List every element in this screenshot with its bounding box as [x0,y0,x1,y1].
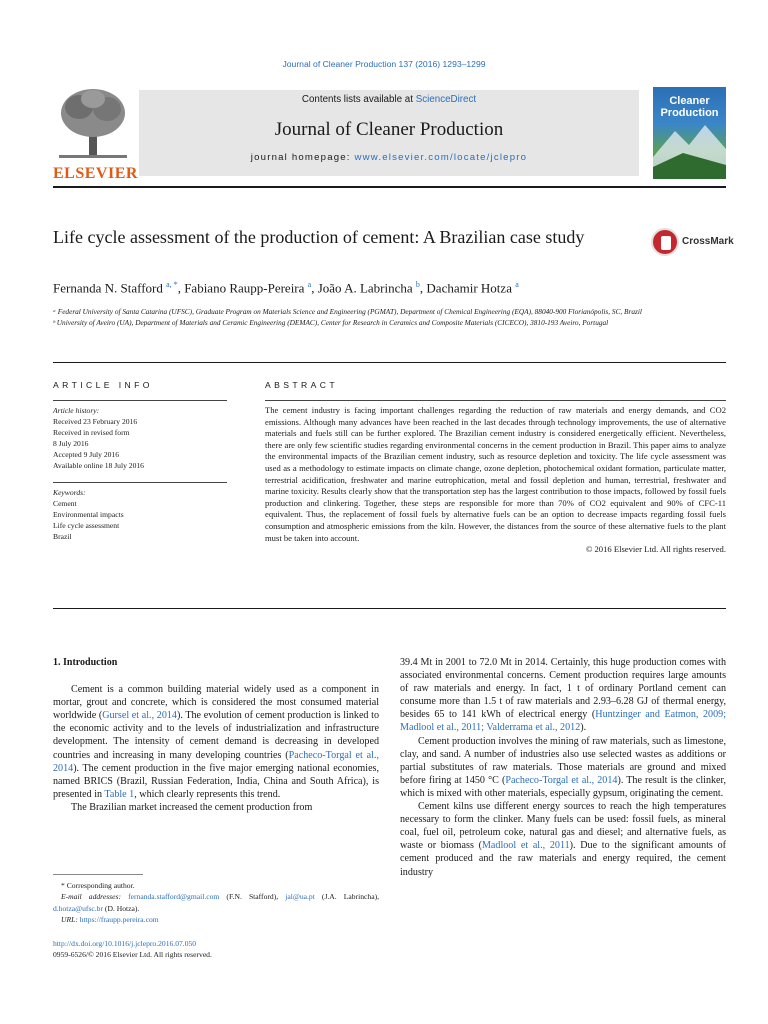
intro-paragraph-1 [53,683,379,801]
citation-link[interactable]: Gursel et al., 2014 [102,710,177,722]
citation-link[interactable]: Madlool et al., 2011 [481,840,570,852]
right-column [400,656,726,879]
intro-paragraph-4 [400,800,726,879]
history-label: Article history: [53,406,100,415]
history-item: Received in revised form [53,428,130,438]
affiliation-a: ᵃ Federal University of Santa Catarina (UFSC), Graduate Program on Materials Science and Engineering (PGMAT), Department of Chemical Engineering (EQA), 88040-900 Florianópolis, SC, Brazil [53,307,642,316]
journal-title: Journal of Cleaner Production [274,119,504,140]
affiliation-b: ᵇ University of Aveiro (UA), Department of Materials and Ceramic Engineering (DEMAC), Center for Research in Ceramics and Composite Materials (CICECO), 3810-193 Aveiro, Portugal [53,318,609,327]
homepage-prefix: journal homepage: [250,152,355,163]
crossmark-icon [651,228,679,256]
keywords-rule [53,482,227,483]
affiliations [53,306,726,328]
paragraph-text: ). The result is the clinker, which is mixed with other materials, especially gypsum, originating the cement. [400,774,726,799]
keyword: Environmental impacts [53,510,124,520]
homepage-line [139,152,639,163]
intro-paragraph-3 [400,735,726,800]
paragraph-text: 39.4 Mt in 2001 to 72.0 Mt in 2014. Certainly, this huge production comes with associated environmental concerns. Cement production requires large amounts of raw materials and energy. In fact, 1 t of ordinary Portland cement can consume more than 1.5 t of raw materials and 2.93–6.28 GJ of thermal energy, besides 65 to 141 kWh of electrical energy ( [400,657,726,721]
article-history [53,405,233,472]
abstract-heading: ABSTRACT [265,380,339,390]
article-title: Life cycle assessment of the production of cement: A Brazilian case study [53,227,585,247]
article-info-rule [53,400,227,401]
history-item: Received 23 February 2016 [53,417,138,427]
introduction-heading: 1. Introduction [53,657,118,668]
intro-paragraph-2: The Brazilian market increased the cement production from [71,801,313,813]
email-link-labrincha[interactable]: jal@ua.pt [285,892,315,902]
keywords-label: Keywords: [53,488,86,497]
paragraph-text: Cement production involves the mining of raw materials, such as limestone, clay, and sand. A number of industries also use selected wastes as additions or partial substitutes of raw materials. Those materials are ground and mixed before firing at 1450 °C ( [400,735,726,786]
header-rule [53,186,726,188]
keyword: Life cycle assessment [53,521,120,531]
citation-link[interactable]: Table 1 [104,788,135,800]
citation-link[interactable]: Pacheco-Torgal et al., 2014 [53,749,380,774]
author-affil-link[interactable]: b [415,280,420,289]
abstract-body [265,405,726,556]
author-name: Dachamir Hotza [426,280,512,296]
keyword: Cement [53,499,77,509]
email-label: E-mail addresses: [61,892,121,902]
email-owner: (D. Hotza). [103,903,140,913]
paragraph-text: Cement is a common building material widely used as a component in mortar, grout and concrete, which is considered the most consumed material worldwide ( [53,684,379,722]
keywords [53,487,233,542]
intro-paragraph-2-cont [400,656,726,735]
url-label: URL: [61,914,78,924]
author-name: Fernanda N. Stafford [53,280,163,296]
elsevier-wordmark: ELSEVIER [53,165,138,182]
homepage-link[interactable]: www.elsevier.com/locate/jclepro [354,152,528,163]
email-addresses [53,891,379,914]
paragraph-text: , which clearly represents this trend. [134,788,281,800]
paragraph-text: ). The evolution of cement production is linked to the economic activity and to the levels of industrialization and infrastructure development. The intensity of cement demand is decreasing in developed countries and increasing in many developing countries ( [53,710,379,761]
doi-link[interactable]: http://dx.doi.org/10.1016/j.jclepro.2016.07.050 [53,939,197,948]
author-name: Fabiano Raupp-Pereira [184,280,305,296]
abstract-copyright: © 2016 Elsevier Ltd. All rights reserved. [585,544,726,555]
journal-cover-thumbnail[interactable] [653,87,726,179]
affiliation-rule [53,362,726,363]
paragraph-text: ). [580,722,587,734]
abstract-rule [265,400,726,401]
email-owner: (J.A. Labrincha), [314,892,380,902]
crossmark-badge[interactable] [651,228,734,260]
cover-title: Cleaner Production [660,95,719,119]
keyword: Brazil [53,532,72,542]
footnotes [53,880,379,925]
journal-header [53,85,726,181]
journal-masthead [139,90,639,176]
left-column [53,656,379,814]
crossmark-label: CrossMark [682,236,734,247]
paragraph-text: ). The cement production in the five major emerging national economies, named BRICS (Brazil, Russian Federation, India, China and South Africa), is presented in [53,762,379,800]
article-info-heading: ARTICLE INFO [53,380,153,390]
paragraph-text: ). Due to the significant amounts of cement produced and the raw materials and energy required, the cement industry [400,840,726,878]
history-item: Available online 18 July 2016 [53,461,144,471]
journal-citation[interactable]: Journal of Cleaner Production 137 (2016) 1293–1299 [282,59,486,69]
issn-copyright: 0959-6526/© 2016 Elsevier Ltd. All rights reserved. [53,950,212,960]
author-list: Fernanda N. Stafford $^{a, *}$, Fabiano Raupp-Pereira $^a$, João A. Labrincha $^b$, Dachamir Hotza $^a$ [53,280,519,296]
footnote-rule [53,874,143,875]
email-link-stafford[interactable]: fernanda.stafford@gmail.com [128,892,220,902]
doi-block [53,938,379,960]
url-line [53,914,379,925]
contents-line [139,94,639,105]
mountain-icon [653,87,726,179]
author-affil-link[interactable]: a [307,280,312,289]
history-item: Accepted 9 July 2016 [53,450,120,460]
paragraph-text: Cement kilns use different energy sources to reach the high temperatures necessary to form the clinker. Many fuels can be used: fossil fuels, as mineral coal, fuel oil, petroleum coke, natural gas and diesel; and alternative fuels, as waste or biomass ( [400,801,726,852]
author-affil-link[interactable]: a, * [166,280,178,289]
corresponding-author-note: * Corresponding author. [61,881,135,890]
contents-prefix: Contents lists available at [301,94,416,105]
elsevier-tree-logo [53,85,138,182]
email-owner: (F.N. Stafford), [219,892,286,902]
author-name: João A. Labrincha [317,280,413,296]
abstract-end-rule [53,608,726,609]
history-item: 8 July 2016 [53,439,89,449]
citation-link[interactable]: Pacheco-Torgal et al., 2014 [505,774,618,786]
author-url-link[interactable]: https://fraupp.pereira.com [79,914,159,924]
author-affil-link[interactable]: a [515,280,519,289]
sciencedirect-link[interactable]: ScienceDirect [415,94,477,105]
email-link-hotza[interactable]: d.hotza@ufsc.br [53,903,104,913]
citation-link[interactable]: Huntzinger and Eatmon, 2009; Madlool et al., 2011; Valderrama et al., 2012 [400,709,727,734]
abstract-text: The cement industry is facing important challenges regarding the reduction of raw materials and energy demands, and CO2 emissions. Although many advances have been reached in the last decades through technology improvements, the use of alternative materials and fuels still can be further explored. The Brazilian cement industry is considered energetically efficient. Nevertheless, there are only few scientific studies regarding environmental concerns in the cement production in Brazil. This paper aims to analyze the environmental impacts of the Brazilian cement industry, such as resource depletion and toxicity. The life cycle assessment was used as a methodology to estimate impacts on climate change, ozone depletion, photochemical oxidant formation, particulate matter, terrestrial acidification, freshwater and marine eutrophication, metal and fossil depletion and human, terrestrial, freshwater and marine toxicity. Results clearly show that the transportation step has the largest contribution to those impacts, followed by fossil fuels production and clinkering. Together, these steps are responsible for more than 70% of CO2 equivalent and 90% of CFC-11 equivalent. Thus, the replacement of fossil fuels by alternative fuels can be an option to decrease impacts regarding fossil fuels consumption and atmospheric emissions from the kiln. However, the distances from the source of these alternative fuels to the plant must be taken into account. [265,405,726,543]
